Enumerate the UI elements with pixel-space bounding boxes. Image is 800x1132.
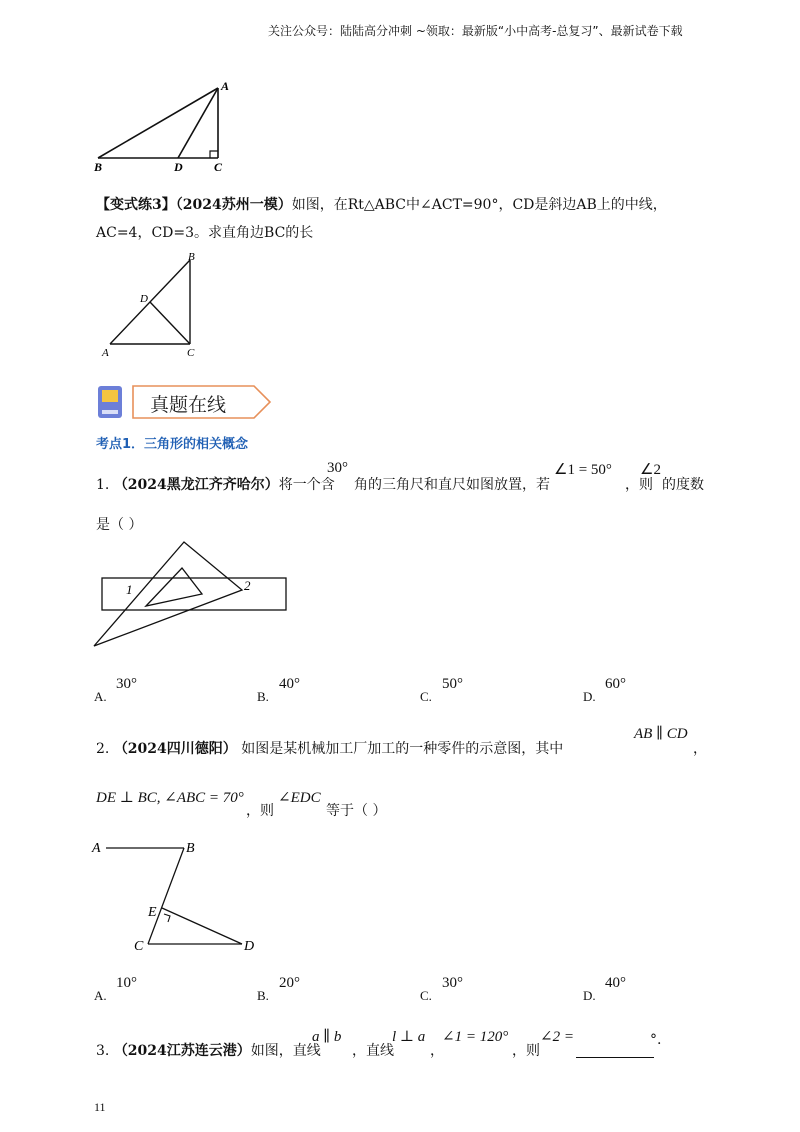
q2-line1 [96,738,563,758]
q2-option-c-value[interactable]: 30° [442,975,463,991]
q2-text2: ，则 [246,803,274,819]
q2-number: 2. [96,741,110,757]
label-e: E [148,905,157,920]
q1-option-b-value[interactable]: 40° [279,676,300,692]
q3-answer-blank[interactable] [576,1039,654,1058]
q3-text3: ， [430,1043,444,1059]
q1-text2: 角的三角尺和直尺如图放置，若 [354,477,550,493]
q2-condition2: DE ⊥ BC, ∠ABC = 70° [96,790,244,806]
q1-option-a-letter[interactable]: A. [94,689,107,704]
q1-option-a-value[interactable]: 30° [116,676,137,692]
q2-source: （2024四川德阳） [113,741,237,757]
q3-text1: 如图，直线 [250,1043,321,1059]
q1-number: 1. [96,477,110,493]
variant-prefix: 【变式练3】 [96,197,176,213]
figure-triangle-abdc [90,78,240,178]
q1-text1: 将一个含 [278,477,335,493]
q2-condition1: AB ∥ CD [634,726,688,742]
banner-title: 真题在线 [150,394,227,416]
q2-option-d-value[interactable]: 40° [605,975,626,991]
q3-text4: ，则 [512,1043,540,1059]
variant-source: （2024苏州一模） [175,197,292,213]
q2-option-d-letter[interactable]: D. [583,988,596,1003]
q3-text5: °. [650,1032,662,1048]
label-c: C [187,347,195,359]
book-icon [96,384,132,420]
label-a: A [92,841,101,856]
label-d: D [140,293,148,305]
q1-option-d-value[interactable]: 60° [605,676,626,692]
q2-option-b-letter[interactable]: B. [257,988,269,1003]
variant-text1: 如图，在Rt△ABC中∠ACT=90°，CD是斜边AB上的中线， [291,197,667,213]
q2-option-a-letter[interactable]: A. [94,988,107,1003]
q3-math1: a ∥ b [312,1029,342,1045]
q2-comma: ， [693,741,707,757]
label-b: B [94,160,103,174]
variant-line2: AC=4，CD=3。求直角边BC的长 [96,225,314,241]
figure-part-diagram [90,836,270,960]
label-b: B [186,841,195,856]
q3-math4: ∠2 = [540,1029,574,1045]
figure-right-triangle-abc [98,248,218,360]
q1-option-c-letter[interactable]: C. [420,689,432,704]
label-d: D [244,939,255,954]
q1-text4: 的度数 [662,477,704,493]
q2-option-a-value[interactable]: 10° [116,975,137,991]
q1-condition: ∠1 = 50° [554,462,612,478]
q1-text3: ，则 [625,477,653,493]
q2-text1: 如图是某机械加工厂加工的一种零件的示意图，其中 [241,741,564,757]
label-a: A [221,79,230,93]
q1-option-c-value[interactable]: 50° [442,676,463,692]
q1-angle: 30° [327,460,348,476]
label-b: B [188,251,195,263]
q2-option-b-value[interactable]: 20° [279,975,300,991]
section-title: 考点1．三角形的相关概念 [96,437,249,452]
q1-option-d-letter[interactable]: D. [583,689,596,704]
label-a: A [102,347,109,359]
q2-text3: 等于（ ） [326,803,387,819]
q3-math2: l ⊥ a [392,1029,426,1045]
label-d: D [174,160,183,174]
page-header: 关注公众号：陆陆高分冲刺 ~领取：最新版“小中高考-总复习”、最新试卷下载 [268,24,683,38]
figure-set-square-ruler [90,538,300,650]
q1-source: （2024黑龙江齐齐哈尔） [113,477,279,493]
label-c: C [134,939,144,954]
section-banner [96,384,276,420]
q1-ask: ∠2 [640,462,661,478]
q1-line1 [96,474,335,494]
q3-source: （2024江苏连云港） [113,1043,251,1059]
label-2: 2 [244,578,251,593]
q3-number: 3. [96,1043,110,1059]
label-1: 1 [126,582,133,597]
q2-ask: ∠EDC [278,790,321,806]
q3-text2: ，直线 [352,1043,394,1059]
page-number: 11 [94,1100,106,1114]
q1-option-b-letter[interactable]: B. [257,689,269,704]
q1-line2: 是（ ） [96,517,143,533]
variant-line1 [96,194,667,214]
q3-math3: ∠1 = 120° [442,1029,509,1045]
label-c: C [214,160,223,174]
q2-option-c-letter[interactable]: C. [420,988,432,1003]
q3-line1 [96,1040,321,1060]
